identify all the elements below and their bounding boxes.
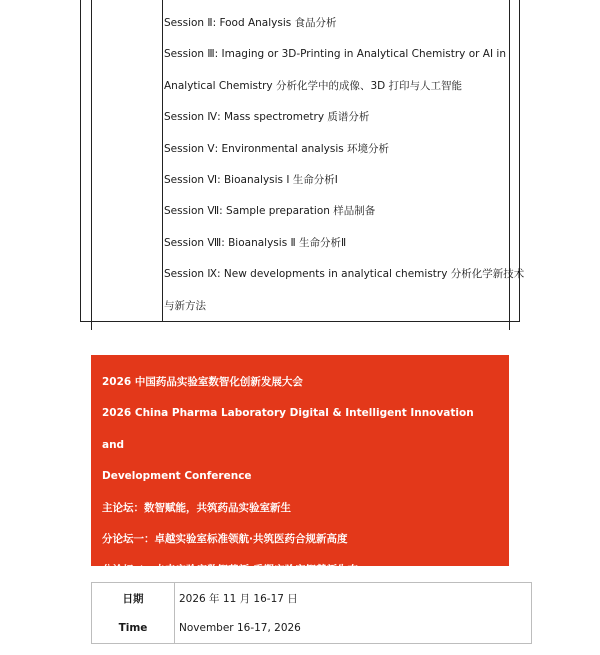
- sessions-table: [80, 0, 525, 322]
- session-item-6: Session Ⅵ: Bioanalysis Ⅰ 生命分析Ⅰ: [164, 174, 338, 187]
- date-value: 2026 年 11 月 16-17 日: [175, 583, 532, 614]
- date-label: 日期: [92, 583, 175, 614]
- info-table: [91, 582, 532, 644]
- table-row: [92, 583, 532, 614]
- session-item-4: Session Ⅳ: Mass spectrometry 质谱分析: [164, 111, 370, 124]
- session-item-5: Session Ⅴ: Environmental analysis 环境分析: [164, 142, 390, 155]
- session-item-8: Session Ⅷ: Bioanalysis Ⅱ 生命分析Ⅱ: [164, 236, 347, 249]
- session-item-2: Session Ⅱ: Food Analysis 食品分析: [164, 17, 337, 29]
- table-border-left-inner: [91, 0, 92, 330]
- session-item-9: Session Ⅸ: New developments in analytical chemistry 分析化学新技术: [164, 268, 525, 281]
- table-column-divider: [162, 0, 163, 322]
- banner-sub-forum-2: 分论坛二：未来实验室数智革新·重塑实验室智慧新生态: [102, 564, 358, 577]
- conference-banner: [91, 355, 509, 577]
- session-item-9-continued: 与新方法: [164, 299, 206, 312]
- time-value: November 16-17, 2026: [175, 613, 532, 644]
- banner-title-cn: 2026 中国药品实验室数智化创新发展大会: [102, 376, 303, 388]
- session-item-7: Session Ⅶ: Sample preparation 样品制备: [164, 205, 376, 218]
- banner-main-forum: 主论坛：数智赋能，共筑药品实验室新生: [102, 501, 291, 514]
- time-label: Time: [92, 613, 175, 644]
- banner-sub-forum-1: 分论坛一：卓越实验室标准领航·共筑医药合规新高度: [102, 533, 348, 546]
- banner-title-en-continued: Development Conference: [102, 470, 252, 483]
- banner-title-en: 2026 China Pharma Laboratory Digital & Intelligent Innovation and: [102, 407, 474, 451]
- table-row: [92, 613, 532, 644]
- session-item-3: Session Ⅲ: Imaging or 3D-Printing in Analytical Chemistry or AI in: [164, 48, 506, 61]
- session-item-3-continued: Analytical Chemistry 分析化学中的成像、3D 打印与人工智能: [164, 79, 463, 92]
- sessions-list: [164, 8, 525, 322]
